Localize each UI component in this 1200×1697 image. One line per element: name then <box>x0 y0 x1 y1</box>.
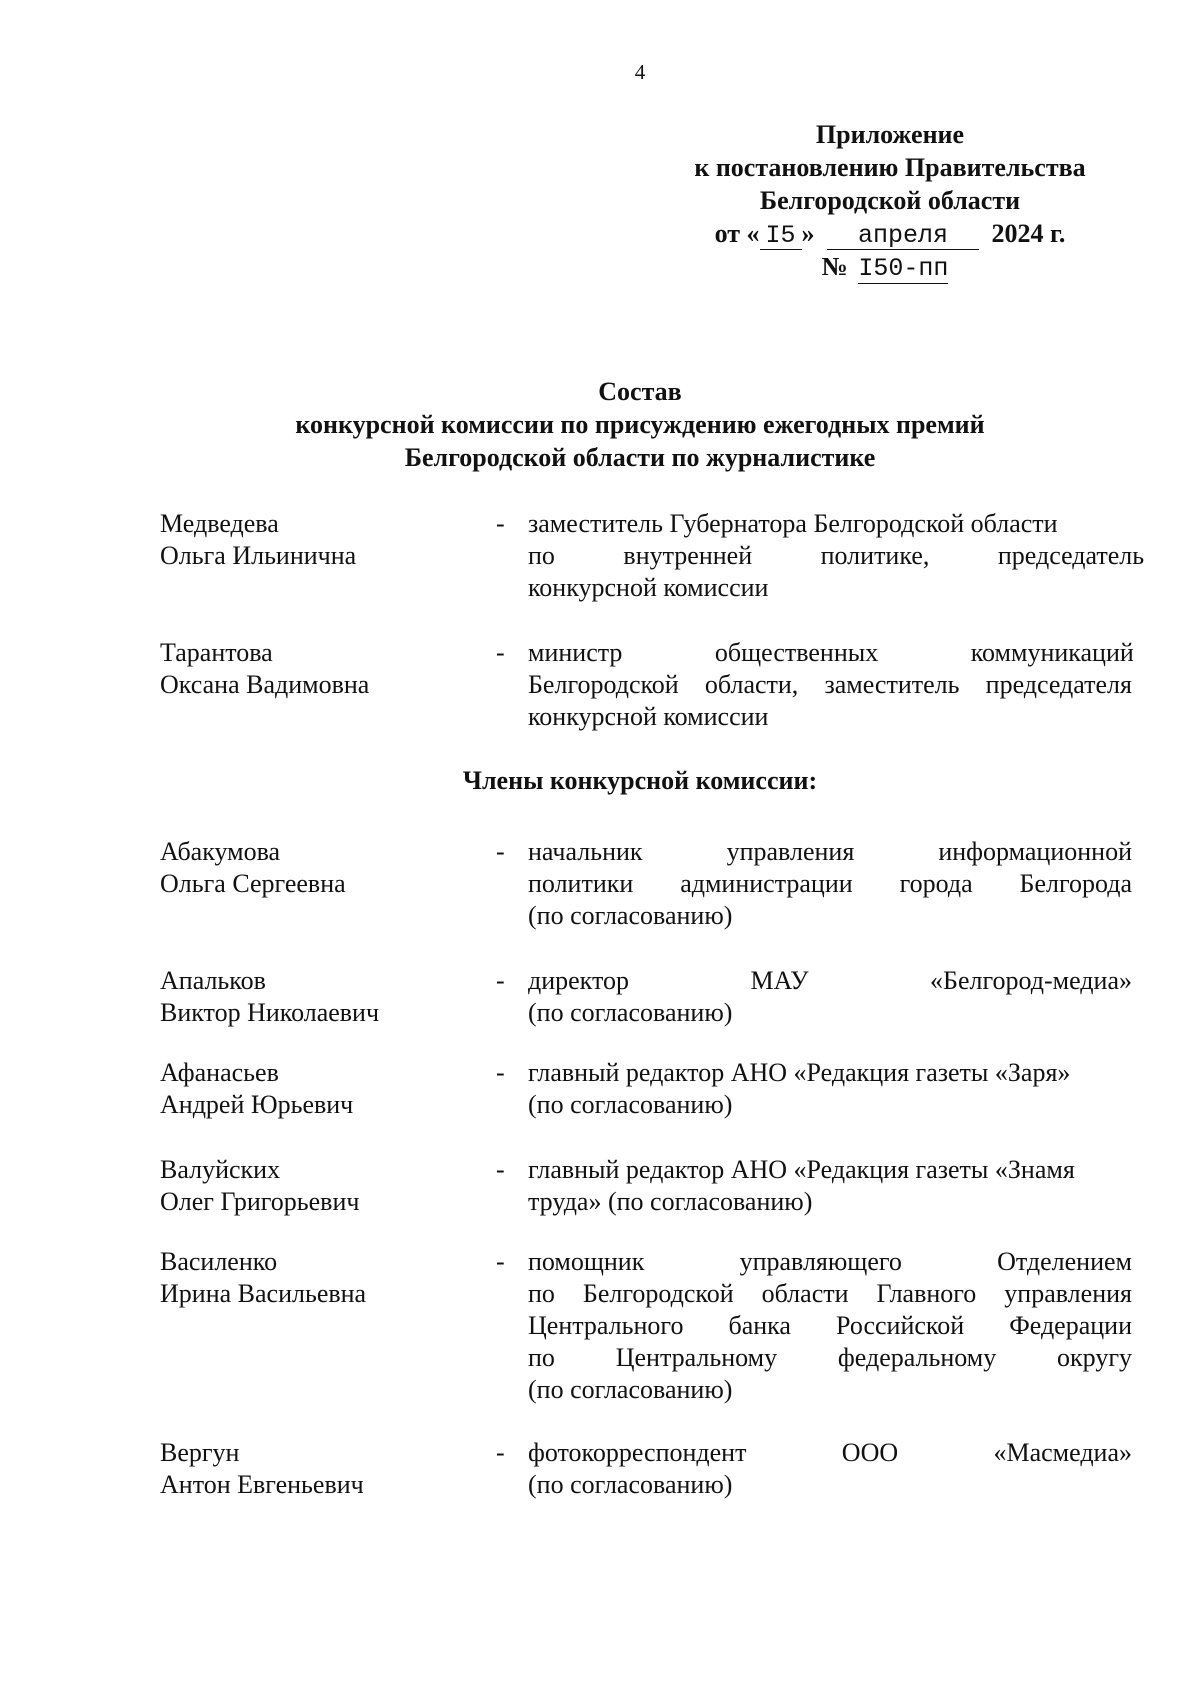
member-surname: Тарантова <box>160 638 273 667</box>
member-dash: - <box>496 638 505 667</box>
member-surname: Медведева <box>160 509 279 538</box>
role-line: министр общественных коммуникаций <box>528 638 1134 667</box>
role-line: директор МАУ «Белгород-медиа» <box>528 966 1132 995</box>
role-text: заместитель Губернатора Белгородской области <box>528 509 1058 538</box>
member-name <box>160 1154 480 1218</box>
date-year: 2024 г. <box>991 219 1066 248</box>
member-role <box>528 965 1132 1029</box>
role-line: главный редактор АНО «Редакция газеты «Знамя <box>528 1155 1075 1184</box>
member-given-names: Андрей Юрьевич <box>160 1090 354 1119</box>
role-line: Белгородской области, заместитель председателя <box>528 670 1132 699</box>
member-given-names: Ирина Васильевна <box>160 1279 367 1308</box>
role-line: по Белгородской области Главного управления <box>528 1279 1132 1308</box>
member-given-names: Ольга Ильинична <box>160 541 357 570</box>
member-dash: - <box>496 1058 505 1087</box>
appendix-number-line <box>660 250 1120 283</box>
member-name <box>160 965 480 1029</box>
title-line-1: Состав <box>598 377 682 406</box>
number-value: I50-пп <box>858 254 949 283</box>
role-line: политики администрации города Белгорода <box>528 869 1132 898</box>
role-line: конкурсной комиссии <box>528 702 769 731</box>
appendix-header <box>660 118 1120 283</box>
role-line: (по согласованию) <box>528 901 733 930</box>
member-dash: - <box>496 966 505 995</box>
member-name <box>160 836 480 900</box>
member-name <box>160 637 480 701</box>
date-day-field: I5 <box>760 223 802 250</box>
role-line: (по согласованию) <box>528 1375 733 1404</box>
role-line: Центрального банка Российской Федерации <box>528 1311 1132 1340</box>
member-surname: Василенко <box>160 1247 278 1276</box>
member-role <box>528 1154 1132 1218</box>
role-line: конкурсной комиссии <box>528 573 769 602</box>
member-role <box>528 1246 1132 1406</box>
member-name <box>160 1057 480 1121</box>
role-line: (по согласованию) <box>528 1090 733 1119</box>
role-line: начальник управления информационной <box>528 837 1132 866</box>
role-line: (по согласованию) <box>528 998 733 1027</box>
member-dash: - <box>496 509 505 538</box>
role-line: помощник управляющего Отделением <box>528 1247 1132 1276</box>
member-surname: Вергун <box>160 1438 240 1467</box>
appendix-resolution-line: к постановлению Правительства <box>694 153 1086 182</box>
title-line-3: Белгородской области по журналистике <box>404 443 876 472</box>
member-given-names: Оксана Вадимовна <box>160 670 370 699</box>
role-line: труда» (по согласованию) <box>528 1187 813 1216</box>
member-surname: Апальков <box>160 966 266 995</box>
role-line: фотокорреспондент ООО «Масмедиа» <box>528 1438 1132 1467</box>
member-surname: Афанасьев <box>160 1058 279 1087</box>
member-dash: - <box>496 837 505 866</box>
appendix-region-line: Белгородской области <box>759 186 1021 215</box>
member-dash: - <box>496 1247 505 1276</box>
role-line <box>528 508 1132 540</box>
date-mid: » <box>801 219 815 248</box>
role-line: главный редактор АНО «Редакция газеты «Заря» <box>528 1058 1071 1087</box>
member-name <box>160 1246 480 1310</box>
appendix-date-line <box>660 217 1120 250</box>
appendix-title: Приложение <box>815 120 965 149</box>
member-surname: Валуйских <box>160 1155 281 1184</box>
title-line-2: конкурсной комиссии по присуждению ежегодных премий <box>295 410 985 439</box>
member-role <box>528 1057 1132 1121</box>
member-given-names: Виктор Николаевич <box>160 998 380 1027</box>
member-given-names: Олег Григорьевич <box>160 1187 360 1216</box>
member-role <box>528 508 1145 604</box>
member-given-names: Ольга Сергеевна <box>160 869 346 898</box>
role-line: по Центральному федеральному округу <box>528 1343 1132 1372</box>
number-prefix: № <box>821 252 848 281</box>
role-line: (по согласованию) <box>528 1470 733 1499</box>
role-line: по внутренней политике, председатель <box>528 541 1145 570</box>
member-name <box>160 508 480 572</box>
members-heading: Члены конкурсной комиссии: <box>462 766 818 795</box>
member-dash: - <box>496 1438 505 1467</box>
document-title <box>200 375 1080 474</box>
member-dash: - <box>496 1155 505 1184</box>
member-name <box>160 1437 480 1501</box>
date-month-field: апреля <box>827 223 979 250</box>
member-given-names: Антон Евгеньевич <box>160 1470 364 1499</box>
number-field <box>854 256 958 282</box>
page-number: 4 <box>634 60 646 84</box>
date-prefix: от « <box>714 219 760 248</box>
member-role <box>528 637 1132 733</box>
member-role <box>528 1437 1132 1501</box>
member-role <box>528 836 1132 932</box>
member-surname: Абакумова <box>160 837 281 866</box>
